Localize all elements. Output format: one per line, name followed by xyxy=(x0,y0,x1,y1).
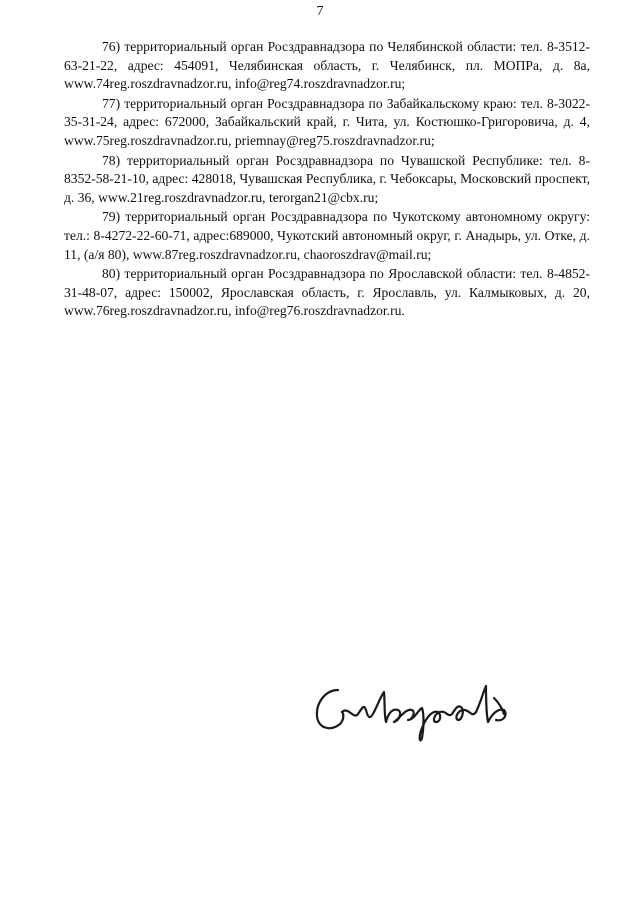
handwritten-signature xyxy=(308,668,518,748)
list-item: 78) территориальный орган Росздравнадзора по Чувашской Республике: тел. 8-8352-58-21-10, адрес: 428018, Чувашская Республика, г. Чебоксары, Московский проспект, д. 36, www.21reg.roszdravnadzor.ru, terorgan21@cbx.ru; xyxy=(64,152,590,205)
list-item: 80) территориальный орган Росздравнадзора по Ярославской области: тел. 8-4852-31-48-07, адрес: 150002, Ярославская область, г. Ярославль, ул. Калмыковых, д. 20, www.76reg.roszdravnadzor.ru, info@reg76.roszdravnadzor.ru. xyxy=(64,266,590,319)
list-item: 77) территориальный орган Росздравнадзора по Забайкальскому краю: тел. 8-3022-35-31-24, адрес: 672000, Забайкальский край, г. Чита, ул. Костюшко-Григоровича, д. 4, www.75reg.roszdravnadzor.ru, priemnay@reg75.roszdravnadzor.ru; xyxy=(64,95,590,148)
entry-list xyxy=(64,38,590,322)
list-item: 79) территориальный орган Росздравнадзора по Чукотскому автономному округу: тел.: 8-4272-22-60-71, адрес:689000, Чукотский автономный округ, г. Анадырь, ул. Отке, д. 11, (а/я 80), www.87reg.roszdravnadzor.ru, chaoroszdrav@mail.ru; xyxy=(64,209,590,262)
list-item: 76) территориальный орган Росздравнадзора по Челябинской области: тел. 8-3512-63-21-22, адрес: 454091, Челябинская область, г. Челябинск, пл. МОПРа, д. 8а, www.74reg.roszdravnadzor.ru, info@reg74.roszdravnadzor.ru; xyxy=(64,39,590,92)
page-number: 7 xyxy=(316,4,324,19)
